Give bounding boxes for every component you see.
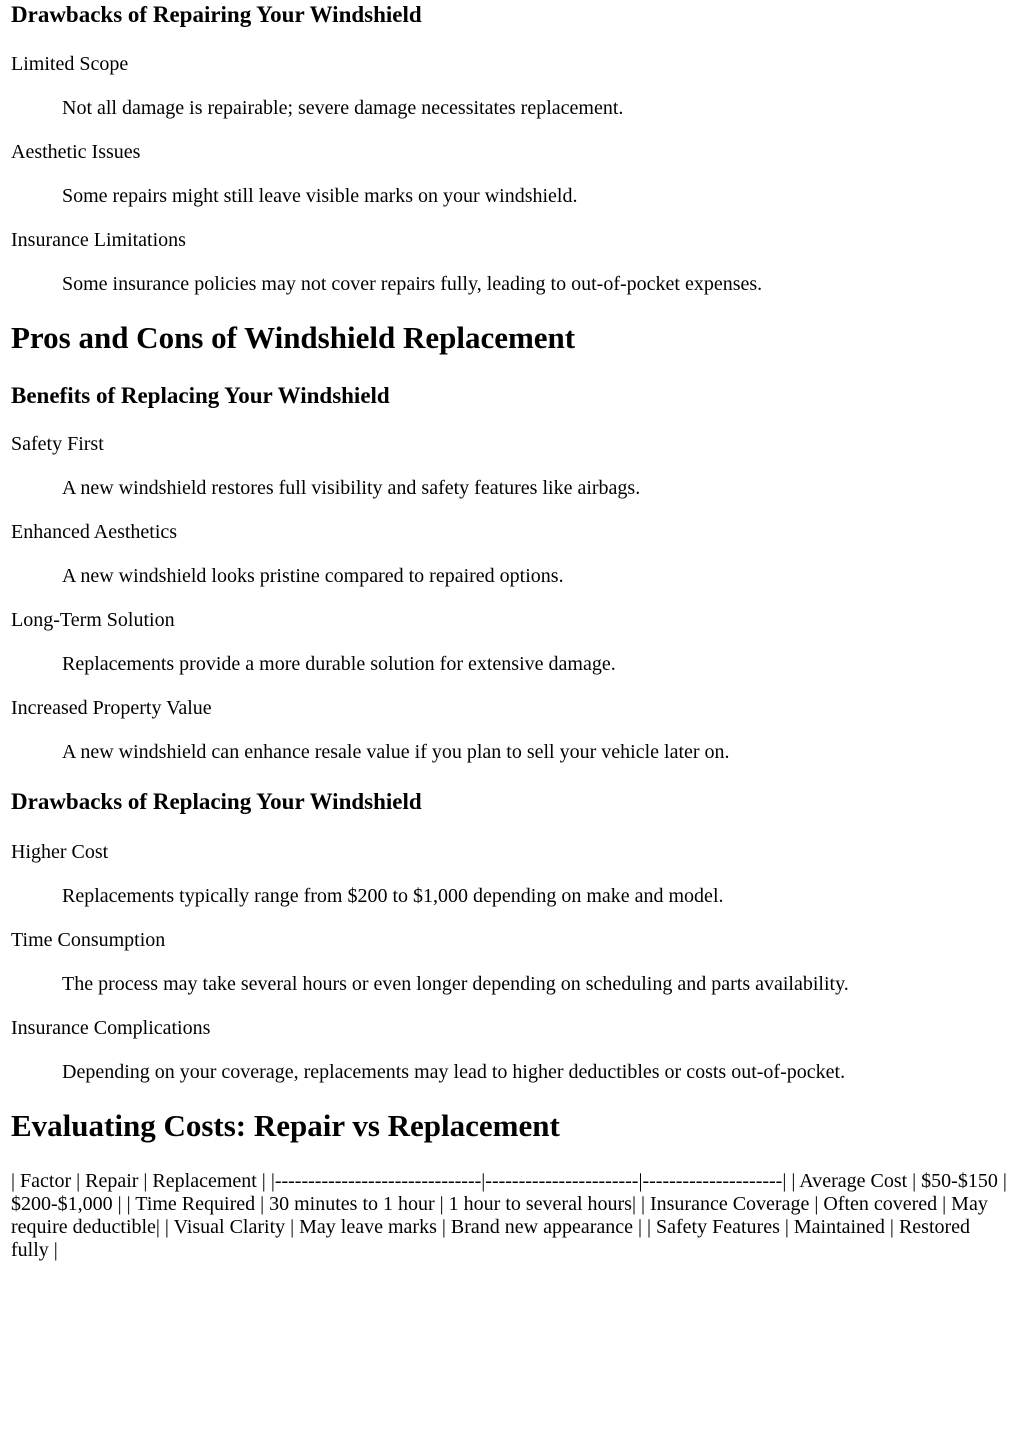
- replacement-drawback-desc-1: Replacements typically range from $200 to $1,000 depending on make and model.: [62, 885, 724, 907]
- replacement-benefit-term-2: Enhanced Aesthetics: [11, 521, 178, 543]
- costs-section-heading: Evaluating Costs: Repair vs Replacement: [11, 1108, 560, 1143]
- cost-comparison-table-text: | Factor | Repair | Replacement | |-------------------------------|-----------------------|---------------------| | Average Cost | $50-$150 | $200-$1,000 | | Time Required | 30 minutes to 1 hour | 1 hour to several hours| | Insurance Coverage | Often covered | May require deductible| | Visual Clarity | May leave marks | Brand new appearance | | Safety Features | Maintained | Restored fully |: [11, 1170, 1007, 1261]
- repair-drawback-desc-1: Not all damage is repairable; severe damage necessitates replacement.: [62, 97, 624, 119]
- replacement-benefit-term-3: Long-Term Solution: [11, 609, 175, 631]
- repair-drawback-desc-3: Some insurance policies may not cover repairs fully, leading to out-of-pocket expenses.: [62, 273, 763, 295]
- replacement-section-heading: Pros and Cons of Windshield Replacement: [11, 320, 576, 355]
- repair-drawback-term-3: Insurance Limitations: [11, 229, 186, 251]
- replacement-drawback-term-1: Higher Cost: [11, 841, 109, 863]
- replacement-drawback-desc-2: The process may take several hours or even longer depending on scheduling and parts availability.: [62, 973, 849, 995]
- replacement-benefit-term-4: Increased Property Value: [11, 697, 212, 719]
- repair-drawback-desc-2: Some repairs might still leave visible marks on your windshield.: [62, 185, 578, 207]
- replacement-benefits-heading: Benefits of Replacing Your Windshield: [11, 383, 390, 408]
- replacement-benefit-desc-2: A new windshield looks pristine compared to repaired options.: [62, 565, 564, 587]
- replacement-drawback-term-2: Time Consumption: [11, 929, 166, 951]
- replacement-benefit-term-1: Safety First: [11, 433, 104, 455]
- repair-drawback-term-1: Limited Scope: [11, 53, 129, 75]
- replacement-benefit-desc-3: Replacements provide a more durable solution for extensive damage.: [62, 653, 616, 675]
- replacement-benefit-desc-1: A new windshield restores full visibility and safety features like airbags.: [62, 477, 641, 499]
- replacement-drawback-desc-3: Depending on your coverage, replacements may lead to higher deductibles or costs out-of-pocket.: [62, 1061, 846, 1083]
- replacement-benefit-desc-4: A new windshield can enhance resale value if you plan to sell your vehicle later on.: [62, 741, 730, 763]
- replacement-drawback-term-3: Insurance Complications: [11, 1017, 211, 1039]
- replacement-drawbacks-heading: Drawbacks of Replacing Your Windshield: [11, 789, 422, 814]
- repair-drawbacks-heading: Drawbacks of Repairing Your Windshield: [11, 2, 422, 27]
- repair-drawback-term-2: Aesthetic Issues: [11, 141, 141, 163]
